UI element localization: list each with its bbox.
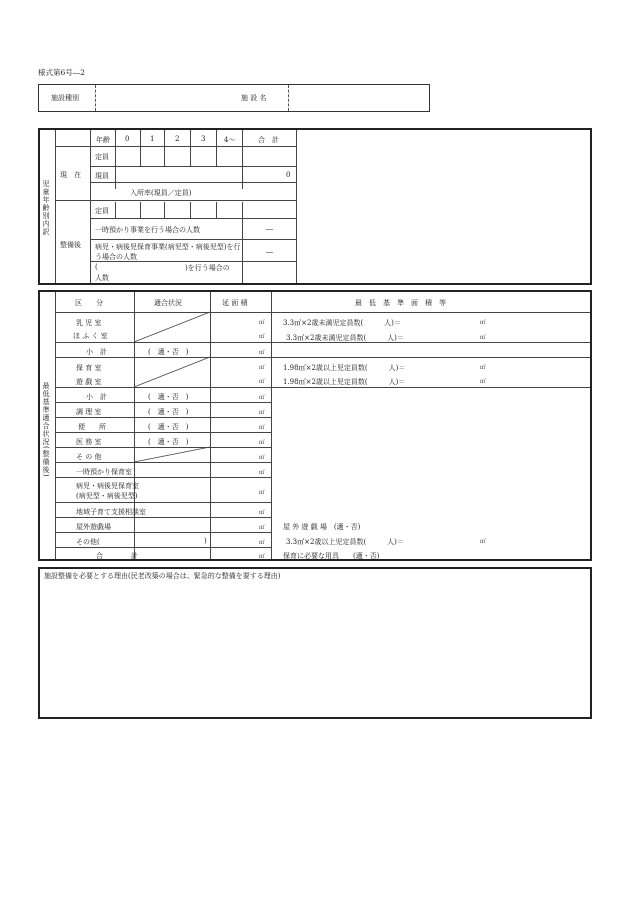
tekigo-header: 適合状況 <box>154 299 182 307</box>
reason-label: 施設整備を必要とする理由(民老改築の場合は、緊急的な整備を要する理由) <box>44 572 281 580</box>
form-number: 様式第6号―2 <box>38 68 86 77</box>
current-enrolled-total: 0 <box>286 171 291 179</box>
diagonal-strike-2 <box>134 357 210 387</box>
unit-11: ㎡ <box>259 470 265 476</box>
yes-no-3: ( 適・否 ) <box>148 408 189 416</box>
unit-16: ㎡ <box>259 554 265 560</box>
yes-no-5: ( 適・否 ) <box>148 438 189 446</box>
yes-no-4: ( 適・否 ) <box>148 423 189 431</box>
note-1-unit: ㎡ <box>480 320 486 326</box>
min-standard-header: 最 低 基 準 面 積 等 <box>355 299 446 307</box>
row-hoiku: 保 育 室 <box>76 364 102 372</box>
age-0: 0 <box>125 135 130 143</box>
note-3-unit: ㎡ <box>480 365 486 371</box>
other-tail: 人数 <box>95 274 109 282</box>
age-breakdown-section <box>38 128 592 285</box>
current-enrolled-label: 現員 <box>95 172 109 180</box>
temp-care-label: 一時預かり事業を行う場合の人数 <box>95 226 200 234</box>
unit-12: ㎡ <box>259 490 265 496</box>
row-hofuku: ほ ふ く 室 <box>73 332 108 340</box>
row-okugai: 屋外遊戯場 <box>76 523 111 531</box>
enrollment-rate-label: 入所率(現員／定員) <box>130 189 192 197</box>
facility-name-label: 施 設 名 <box>241 94 267 102</box>
unit-8: ㎡ <box>259 425 265 431</box>
unit-1: ㎡ <box>259 320 265 326</box>
kubun-header: 区 分 <box>75 299 103 307</box>
diagonal-strike-1 <box>134 312 210 342</box>
note-7: 保育に必要な用具 (適・否) <box>283 552 380 560</box>
note-4-unit: ㎡ <box>480 379 486 385</box>
note-6: 3.3㎡×2歳以上児定員数( 人)＝ <box>286 538 404 546</box>
row-other-close: ) <box>204 537 207 545</box>
row-nyuji: 乳 児 室 <box>76 319 102 327</box>
note-4: 1.98㎡×2歳以上児定員数( 人)＝ <box>283 378 406 386</box>
row-imu: 医 務 室 <box>76 438 102 446</box>
note-2: 3.3㎡×2歳未満児定員数( 人)＝ <box>286 334 404 342</box>
row-byoji-2: (病児型・病後児型) <box>76 492 138 500</box>
after-label: 整備後 <box>60 241 81 249</box>
row-ichiji: 一時預かり保育室 <box>76 468 132 476</box>
current-capacity-label: 定員 <box>95 153 109 161</box>
age-2: 2 <box>175 135 180 143</box>
row-byoji-1: 病児・病後児保育室 <box>76 482 139 490</box>
unit-14: ㎡ <box>259 525 265 531</box>
row-yugi: 遊 戯 室 <box>76 378 102 386</box>
current-label: 現 在 <box>60 171 81 179</box>
row-benjo: 便 所 <box>78 423 106 431</box>
facility-type-field[interactable] <box>95 85 229 111</box>
standards-side-label: 最低基準適合状況(整備後) <box>42 382 50 478</box>
row-sonota: そ の 他 <box>76 453 102 461</box>
sick-care-value: ― <box>266 248 273 256</box>
unit-4: ㎡ <box>259 365 265 371</box>
age-4-plus: 4〜 <box>224 136 236 144</box>
yes-no-2: ( 適・否 ) <box>148 393 189 401</box>
row-other-open: その他( <box>76 538 100 546</box>
unit-5: ㎡ <box>259 379 265 385</box>
age-1: 1 <box>150 135 155 143</box>
row-total: 合 計 <box>96 552 138 560</box>
age-3: 3 <box>201 135 206 143</box>
facility-info-box <box>38 84 430 112</box>
unit-3: ㎡ <box>259 350 265 356</box>
unit-9: ㎡ <box>259 440 265 446</box>
age-header-label: 年齢 <box>96 136 110 144</box>
age-total-header: 合 計 <box>258 136 279 144</box>
yes-no-1: ( 適・否 ) <box>148 348 189 356</box>
after-capacity-label: 定員 <box>95 207 109 215</box>
unit-2: ㎡ <box>259 334 265 340</box>
row-subtotal-2: 小 計 <box>86 393 107 401</box>
other-open: ( <box>95 263 98 271</box>
diagonal-strike-3 <box>134 447 210 462</box>
temp-care-value: ― <box>266 225 273 233</box>
unit-7: ㎡ <box>259 410 265 416</box>
reason-section[interactable] <box>38 567 592 719</box>
note-6-unit: ㎡ <box>480 539 486 545</box>
row-chori: 調 理 室 <box>76 408 102 416</box>
note-5: 屋 外 遊 戯 場 (適・否) <box>283 523 361 531</box>
standards-section <box>38 290 592 561</box>
facility-type-label: 施設種別 <box>51 94 79 102</box>
facility-name-field[interactable] <box>288 85 431 111</box>
row-subtotal-1: 小 計 <box>86 348 107 356</box>
age-section-side-label: 児童年齢別内訳 <box>42 180 50 236</box>
row-chiiki: 地域子育て支援相談室 <box>76 508 146 516</box>
unit-13: ㎡ <box>259 510 265 516</box>
note-2-unit: ㎡ <box>480 335 486 341</box>
unit-10: ㎡ <box>259 455 265 461</box>
unit-15: ㎡ <box>259 540 265 546</box>
other-close: )を行う場合の <box>185 264 230 272</box>
unit-6: ㎡ <box>259 395 265 401</box>
area-header: 延 面 積 <box>222 299 248 307</box>
note-1: 3.3㎡×2歳未満児定員数( 人)＝ <box>283 319 401 327</box>
sick-care-label: 病児・病後児保育事業(病児型・病後児型)を行う場合の人数 <box>95 243 241 261</box>
note-3: 1.98㎡×2歳以上児定員数( 人)＝ <box>283 364 406 372</box>
